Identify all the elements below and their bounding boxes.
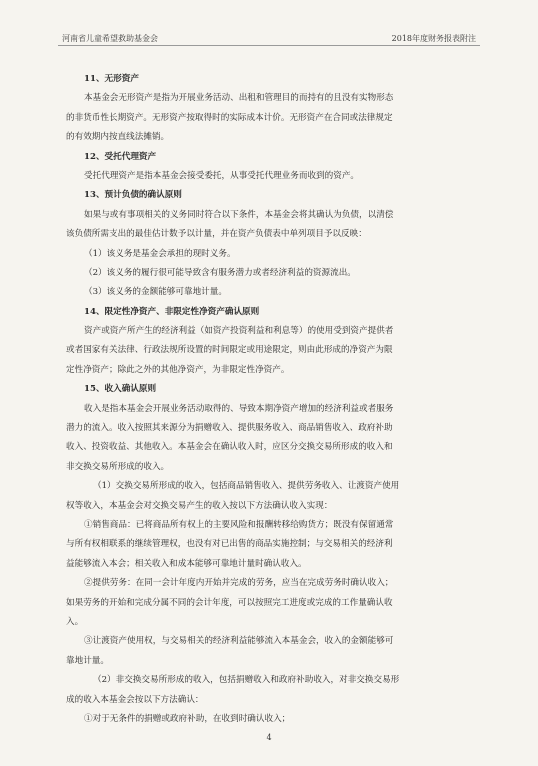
text-line: 或者国家有关法律、行政法规所设置的时间限定或用途限定，则由此形成的净资产为限	[66, 345, 393, 356]
text-line: 非交换交易所形成的收入。	[66, 461, 170, 472]
text-line: 权等收入，本基金会对交换交易产生的收入按以下方法确认收入实现：	[66, 500, 333, 511]
text-line: （2）该义务的履行很可能导致含有服务潜力或者经济利益的资源流出。	[84, 267, 356, 278]
text-line: 受托代理资产是指本基金会接受委托，从事受托代理业务而收到的资产。	[84, 170, 360, 181]
text-line: ③让渡资产使用权，与交易相关的经济利益能够流入本基金会，收入的金额能够可	[84, 636, 394, 647]
text-line: ①销售商品：已将商品所有权上的主要风险和报酬转移给购货方；既没有保留通常	[84, 519, 394, 530]
text-line: （1）该义务是基金会承担的现时义务。	[84, 248, 236, 259]
section-heading: 12、受托代理资产	[84, 151, 157, 162]
text-line: 入。	[66, 616, 84, 627]
text-line: 收入、投资收益、其他收入。本基金会在确认收入时，应区分交换交易所形成的收入和	[66, 442, 393, 453]
text-line: （3）该义务的金额能够可靠地计量。	[84, 287, 227, 298]
text-line: 靠地计量。	[66, 655, 109, 666]
text-line: ②提供劳务：在同一会计年度内开始并完成的劳务，应当在完成劳务时确认收入；	[84, 578, 394, 589]
text-line: 潜力的流入。收入按照其来源分为捐赠收入、提供服务收入、商品销售收入、政府补助	[66, 423, 393, 434]
section-heading: 15、收入确认原则	[84, 384, 157, 395]
text-line: 该负债所需支出的最佳估计数予以计量，并在资产负债表中单列项目予以反映：	[66, 229, 367, 240]
text-line: 成的收入本基金会按以下方法确认：	[66, 694, 204, 705]
section-heading: 11、无形资产	[84, 74, 139, 84]
text-line: （1）交换交易所形成的收入，包括商品销售收入、提供劳务收入、让渡资产使用	[93, 481, 400, 492]
section-heading: 14、限定性净资产、非限定性净资产确认原则	[84, 306, 260, 317]
header-report-title: 2018年度财务报表附注	[391, 34, 476, 43]
text-line: 定性净资产；除此之外的其他净资产，为非限定性净资产。	[66, 364, 290, 375]
text-line: 益能够流入本会；相关收入和成本能够可靠地计量时确认收入。	[66, 558, 307, 569]
text-line: 的有效期内按直线法摊销。	[66, 132, 170, 143]
header-organization: 河南省儿童希望救助基金会	[62, 34, 158, 43]
text-line: 收入是指本基金会开展业务活动取得的、导致本期净资产增加的经济利益或者服务	[84, 403, 394, 414]
section-heading: 13、预计负债的确认原则	[84, 190, 182, 201]
page-number: 4	[266, 733, 272, 742]
text-line: 如果劳务的开始和完成分属不同的会计年度，可以按照完工进度或完成的工作量确认收	[66, 597, 393, 608]
text-line: 资产或资产所产生的经济利益（如资产投资利益和利息等）的使用受到资产提供者	[84, 326, 394, 337]
document-body	[66, 70, 476, 729]
text-line: 与所有权相联系的继续管理权，也没有对已出售的商品实施控制；与交易相关的经济利	[66, 539, 393, 550]
text-line: 本基金会无形资产是指为开展业务活动、出租和管理目的而持有的且没有实物形态	[84, 93, 394, 104]
page-header	[58, 31, 480, 46]
text-line: （2）非交换交易所形成的收入，包括捐赠收入和政府补助收入，对非交换交易形	[93, 675, 400, 686]
text-line: 如果与或有事项相关的义务同时符合以下条件，本基金会将其确认为负债，以清偿	[84, 209, 394, 220]
text-line: ①对于无条件的捐赠或政府补助，在收到时确认收入；	[84, 713, 291, 724]
text-line: 的非货币性长期资产。无形资产按取得时的实际成本计价。无形资产在合同或法律规定	[66, 112, 393, 123]
